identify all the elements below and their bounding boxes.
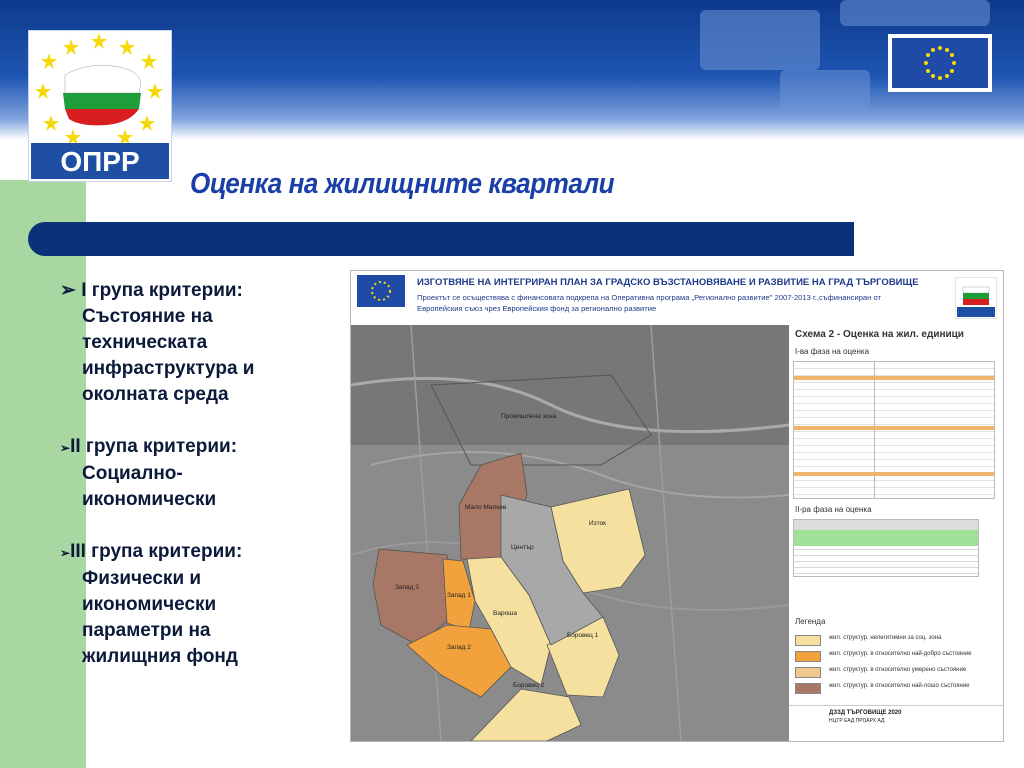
criteria-line: околната среда <box>82 384 229 405</box>
label-iztok: Изток <box>589 520 607 527</box>
oprr-small-logo <box>955 277 997 319</box>
criteria-line: Състояние на <box>82 306 213 327</box>
phase2-table <box>793 519 979 577</box>
criteria-group-2: ➢II група критерии: <box>60 436 238 457</box>
criteria-line: Физически и <box>82 568 202 589</box>
criteria-list <box>60 278 340 670</box>
criteria-line: техническата <box>82 332 208 353</box>
arrow-bullet-icon: ➢ <box>60 280 82 301</box>
criteria-line: икономически <box>82 489 217 510</box>
phase1-table <box>793 361 995 499</box>
criteria-group-3: ➢III група критерии: <box>60 541 243 562</box>
eu-flag <box>888 34 992 92</box>
logo-text: ОПРР <box>60 146 140 177</box>
legend-title: Легенда <box>795 617 826 626</box>
poster-subtitle: Европейския съюз чрез Европейския фонд за регионално развитие <box>417 304 657 313</box>
puzzle-decoration <box>840 0 990 26</box>
label-zapad1: Запад 1 <box>447 592 471 599</box>
criteria-line: параметри на <box>82 620 211 641</box>
puzzle-decoration <box>780 70 870 110</box>
label-industrial: Промишлена зона <box>501 413 557 420</box>
label-zapad3: Запад 3 <box>395 584 419 591</box>
map-poster <box>350 270 1004 742</box>
scheme-title: Схема 2 - Оценка на жил. единици <box>795 329 964 340</box>
criteria-group-1: ➢ I група критерии: <box>60 280 243 301</box>
poster-subtitle: Проектът се осъществява с финансовата подкрепа на Оперативна програма „Регионално развитие" 2007-2013 г.,съфинансиран от <box>417 293 881 302</box>
city-map <box>351 325 789 741</box>
arrow-bullet-icon: ➢ <box>60 441 71 455</box>
legend-swatch <box>795 651 821 662</box>
arrow-bullet-icon: ➢ <box>60 546 71 560</box>
label-center: Център <box>511 544 534 551</box>
eu-flag-icon <box>357 275 405 317</box>
page-title: Оценка на жилищните квартали <box>190 168 615 200</box>
label-borovets2: Боровец 2 <box>513 682 545 689</box>
criteria-line: икономически <box>82 594 217 615</box>
criteria-line: жилищния фонд <box>82 646 238 667</box>
legend-swatch <box>795 667 821 678</box>
legend-item: жил. структур. в относително умерено състояние <box>795 667 1004 679</box>
label-varosha: Вароша <box>493 610 518 617</box>
legend-item: жил. структур. в относително най-добро състояние <box>795 651 1004 663</box>
puzzle-decoration <box>700 10 820 70</box>
assessment-sidebar <box>789 325 1003 741</box>
poster-title: ИЗГОТВЯНЕ НА ИНТЕГРИРАН ПЛАН ЗА ГРАДСКО ВЪЗСТАНОВЯВАНЕ И РАЗВИТИЕ НА ГРАД ТЪРГОВИЩЕ <box>417 277 919 288</box>
label-malo: Мало Малкев <box>465 504 507 511</box>
phase2-label: II-ра фаза на оценка <box>795 505 872 514</box>
poster-footer: ДЗЗД ТЪРГОВИЩЕ 2020 НЦТР ЕАД ПРОАРХ АД <box>789 705 1003 742</box>
legend-swatch <box>795 683 821 694</box>
oprr-logo <box>28 30 172 182</box>
legend-swatch <box>795 635 821 646</box>
criteria-line: Социално- <box>82 463 183 484</box>
legend-item: жил. структур. в относително най-лошо състояние <box>795 683 1004 695</box>
label-zapad2: Запад 2 <box>447 644 471 651</box>
criteria-line: инфраструктура и <box>82 358 255 379</box>
label-borovets1: Боровец 1 <box>567 632 599 639</box>
phase1-label: I-ва фаза на оценка <box>795 347 870 356</box>
title-underline-bar <box>28 222 854 256</box>
legend-item: жил. структур. нелегитимни за соц. зона <box>795 635 1004 647</box>
poster-header <box>351 271 1003 326</box>
